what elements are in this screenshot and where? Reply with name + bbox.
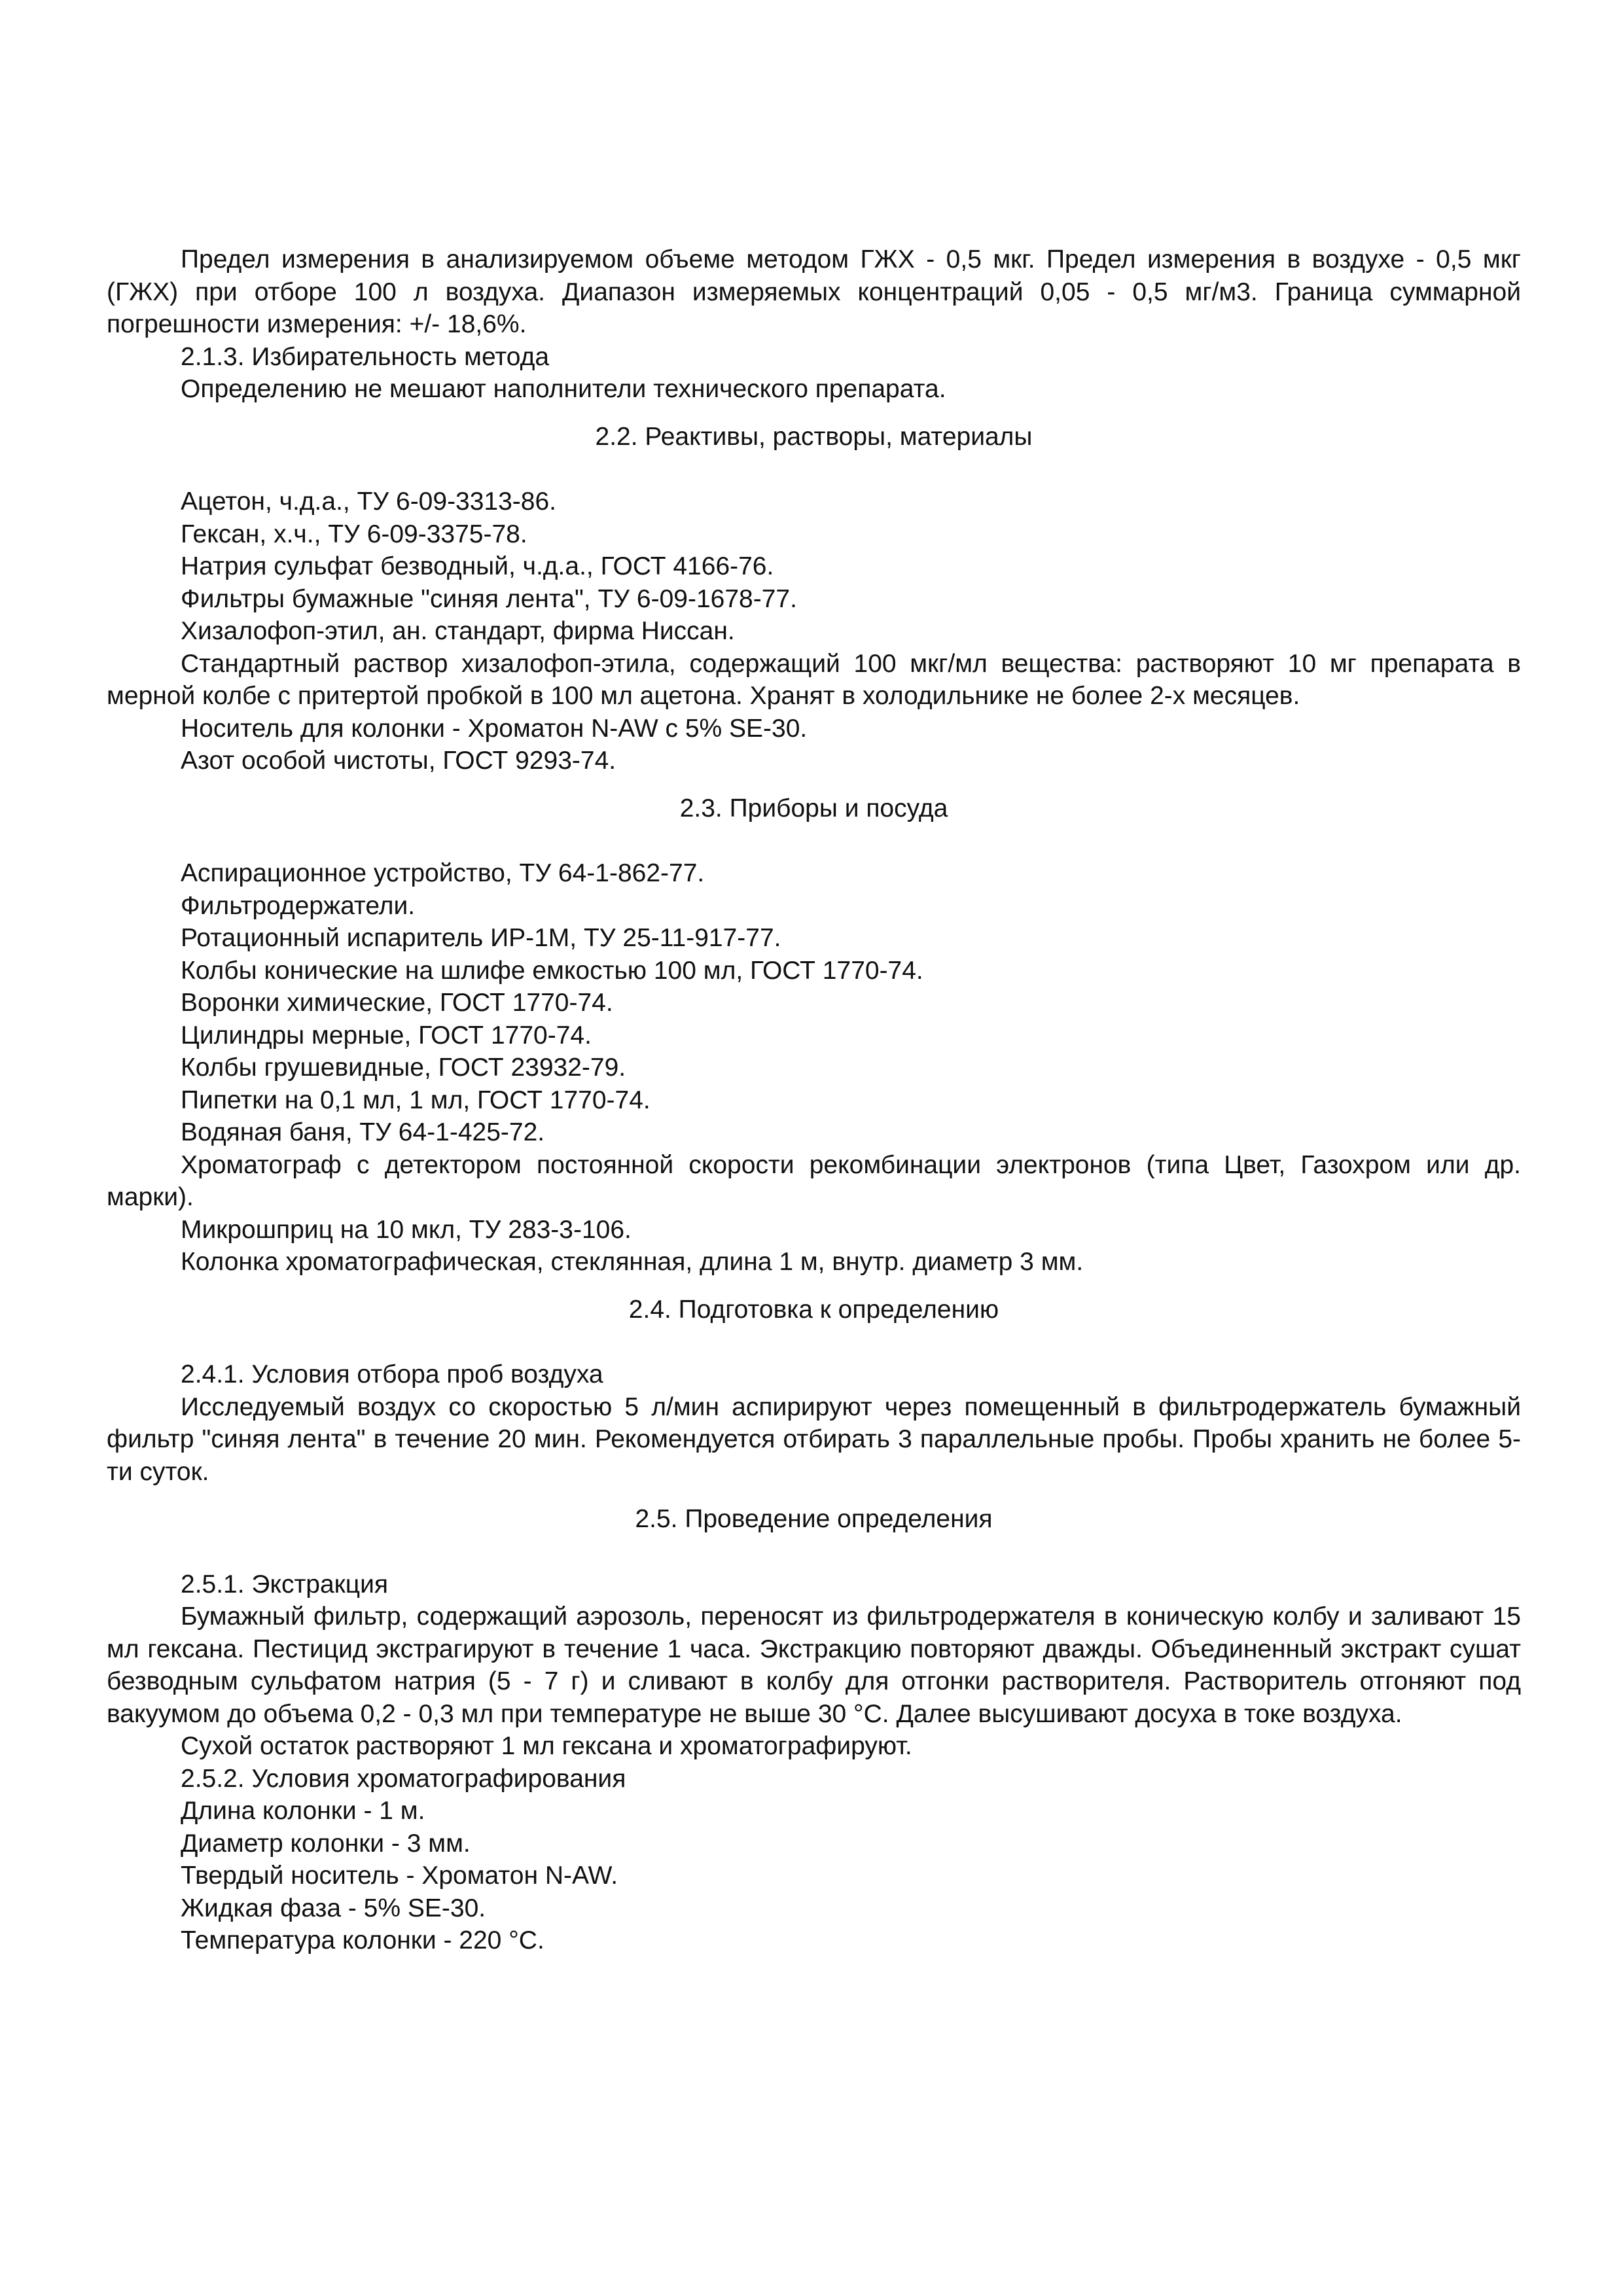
condition-item: Температура колонки - 220 °С. <box>181 1926 544 1954</box>
condition-item: Длина колонки - 1 м. <box>181 1797 425 1825</box>
preparation-section <box>107 1279 1521 1489</box>
equipment-item: Колбы грушевидные, ГОСТ 23932-79. <box>181 1053 626 1082</box>
preparation-heading: 2.4. Подготовка к определению <box>628 1295 999 1324</box>
equipment-item: Колонка хроматографическая, стеклянная, длина 1 м, внутр. диаметр 3 мм. <box>181 1248 1084 1276</box>
equipment-section <box>107 777 1521 1279</box>
reagents-heading: 2.2. Реактивы, растворы, материалы <box>595 422 1033 451</box>
extraction-paragraph: Бумажный фильтр, содержащий аэрозоль, переносят из фильтродержателя в коническую колбу и заливают 15 мл гексана. Пестицид экстрагируют в течение 1 часа. Экстракцию повторяют дважды. Объединенный экстракт сушат безводным сульфатом натрия (5 - 7 г) и сливают в колбу для отгонки растворителя. Растворитель отгоняют под вакуумом до объема 0,2 - 0,3 мл при температуре не выше 30 °С. Далее высушивают досуха в токе воздуха. <box>107 1602 1521 1728</box>
document-page <box>107 243 1521 1957</box>
extraction-subheading: 2.5.1. Экстракция <box>181 1570 388 1598</box>
equipment-item: Хроматограф с детектором постоянной скорости рекомбинации электронов (типа Цвет, Газохром или др. марки). <box>107 1150 1521 1211</box>
procedure-section <box>107 1488 1521 1957</box>
procedure-heading: 2.5. Проведение определения <box>635 1505 993 1533</box>
equipment-item: Аспирационное устройство, ТУ 64-1-862-77. <box>181 859 705 887</box>
reagent-item: Азот особой чистоты, ГОСТ 9293-74. <box>181 747 616 775</box>
condition-item: Твердый носитель - Хроматон N-AW. <box>181 1862 618 1890</box>
equipment-item: Пипетки на 0,1 мл, 1 мл, ГОСТ 1770-74. <box>181 1086 651 1114</box>
reagent-item: Хизалофоп-этил, ан. стандарт, фирма Ниссан. <box>181 617 735 645</box>
selectivity-paragraph: Определению не мешают наполнители технического препарата. <box>181 375 946 403</box>
reagent-item: Стандартный раствор хизалофоп-этила, содержащий 100 мкг/мл вещества: растворяют 10 мг препарата в мерной колбе с притертой пробкой в 100 мл ацетона. Хранят в холодильнике не более 2-х месяцев. <box>107 649 1521 710</box>
sampling-paragraph: Исследуемый воздух со скоростью 5 л/мин аспирируют через помещенный в фильтродержатель бумажный фильтр "синяя лента" в течение 20 мин. Рекомендуется отбирать 3 параллельные пробы. Пробы хранить не более 5-ти суток. <box>107 1392 1521 1486</box>
reagent-item: Носитель для колонки - Хроматон N-AW с 5% SE-30. <box>181 714 808 743</box>
condition-item: Диаметр колонки - 3 мм. <box>181 1829 471 1858</box>
sampling-subheading: 2.4.1. Условия отбора проб воздуха <box>181 1360 603 1388</box>
reagents-section <box>107 406 1521 777</box>
measurement-limit-paragraph: Предел измерения в анализируемом объеме методом ГЖХ - 0,5 мкг. Предел измерения в воздухе - 0,5 мкг (ГЖХ) при отборе 100 л воздуха. Диапазон измеряемых концентраций 0,05 - 0,5 мг/м3. Граница суммарной погрешности измерения: +/- 18,6%. <box>107 245 1521 338</box>
selectivity-subheading: 2.1.3. Избирательность метода <box>181 342 550 371</box>
condition-item: Жидкая фаза - 5% SE-30. <box>181 1894 486 1922</box>
equipment-item: Ротационный испаритель ИР-1М, ТУ 25-11-917-77. <box>181 924 781 952</box>
equipment-item: Колбы конические на шлифе емкостью 100 мл, ГОСТ 1770-74. <box>181 956 923 985</box>
equipment-item: Фильтродержатели. <box>181 891 416 920</box>
equipment-heading: 2.3. Приборы и посуда <box>679 794 948 822</box>
equipment-item: Воронки химические, ГОСТ 1770-74. <box>181 989 613 1017</box>
equipment-item: Цилиндры мерные, ГОСТ 1770-74. <box>181 1021 592 1050</box>
equipment-item: Микрошприц на 10 мкл, ТУ 283-3-106. <box>181 1215 632 1244</box>
reagent-item: Ацетон, ч.д.а., ТУ 6-09-3313-86. <box>181 487 557 516</box>
intro-section <box>107 243 1521 406</box>
reagent-item: Гексан, х.ч., ТУ 6-09-3375-78. <box>181 520 527 548</box>
dry-residue-paragraph: Сухой остаток растворяют 1 мл гексана и хроматографируют. <box>181 1732 912 1760</box>
chromatography-subheading: 2.5.2. Условия хроматографирования <box>181 1764 626 1793</box>
equipment-item: Водяная баня, ТУ 64-1-425-72. <box>181 1118 545 1146</box>
reagent-item: Натрия сульфат безводный, ч.д.а., ГОСТ 4166-76. <box>181 552 774 580</box>
reagent-item: Фильтры бумажные "синяя лента", ТУ 6-09-1678-77. <box>181 584 797 613</box>
